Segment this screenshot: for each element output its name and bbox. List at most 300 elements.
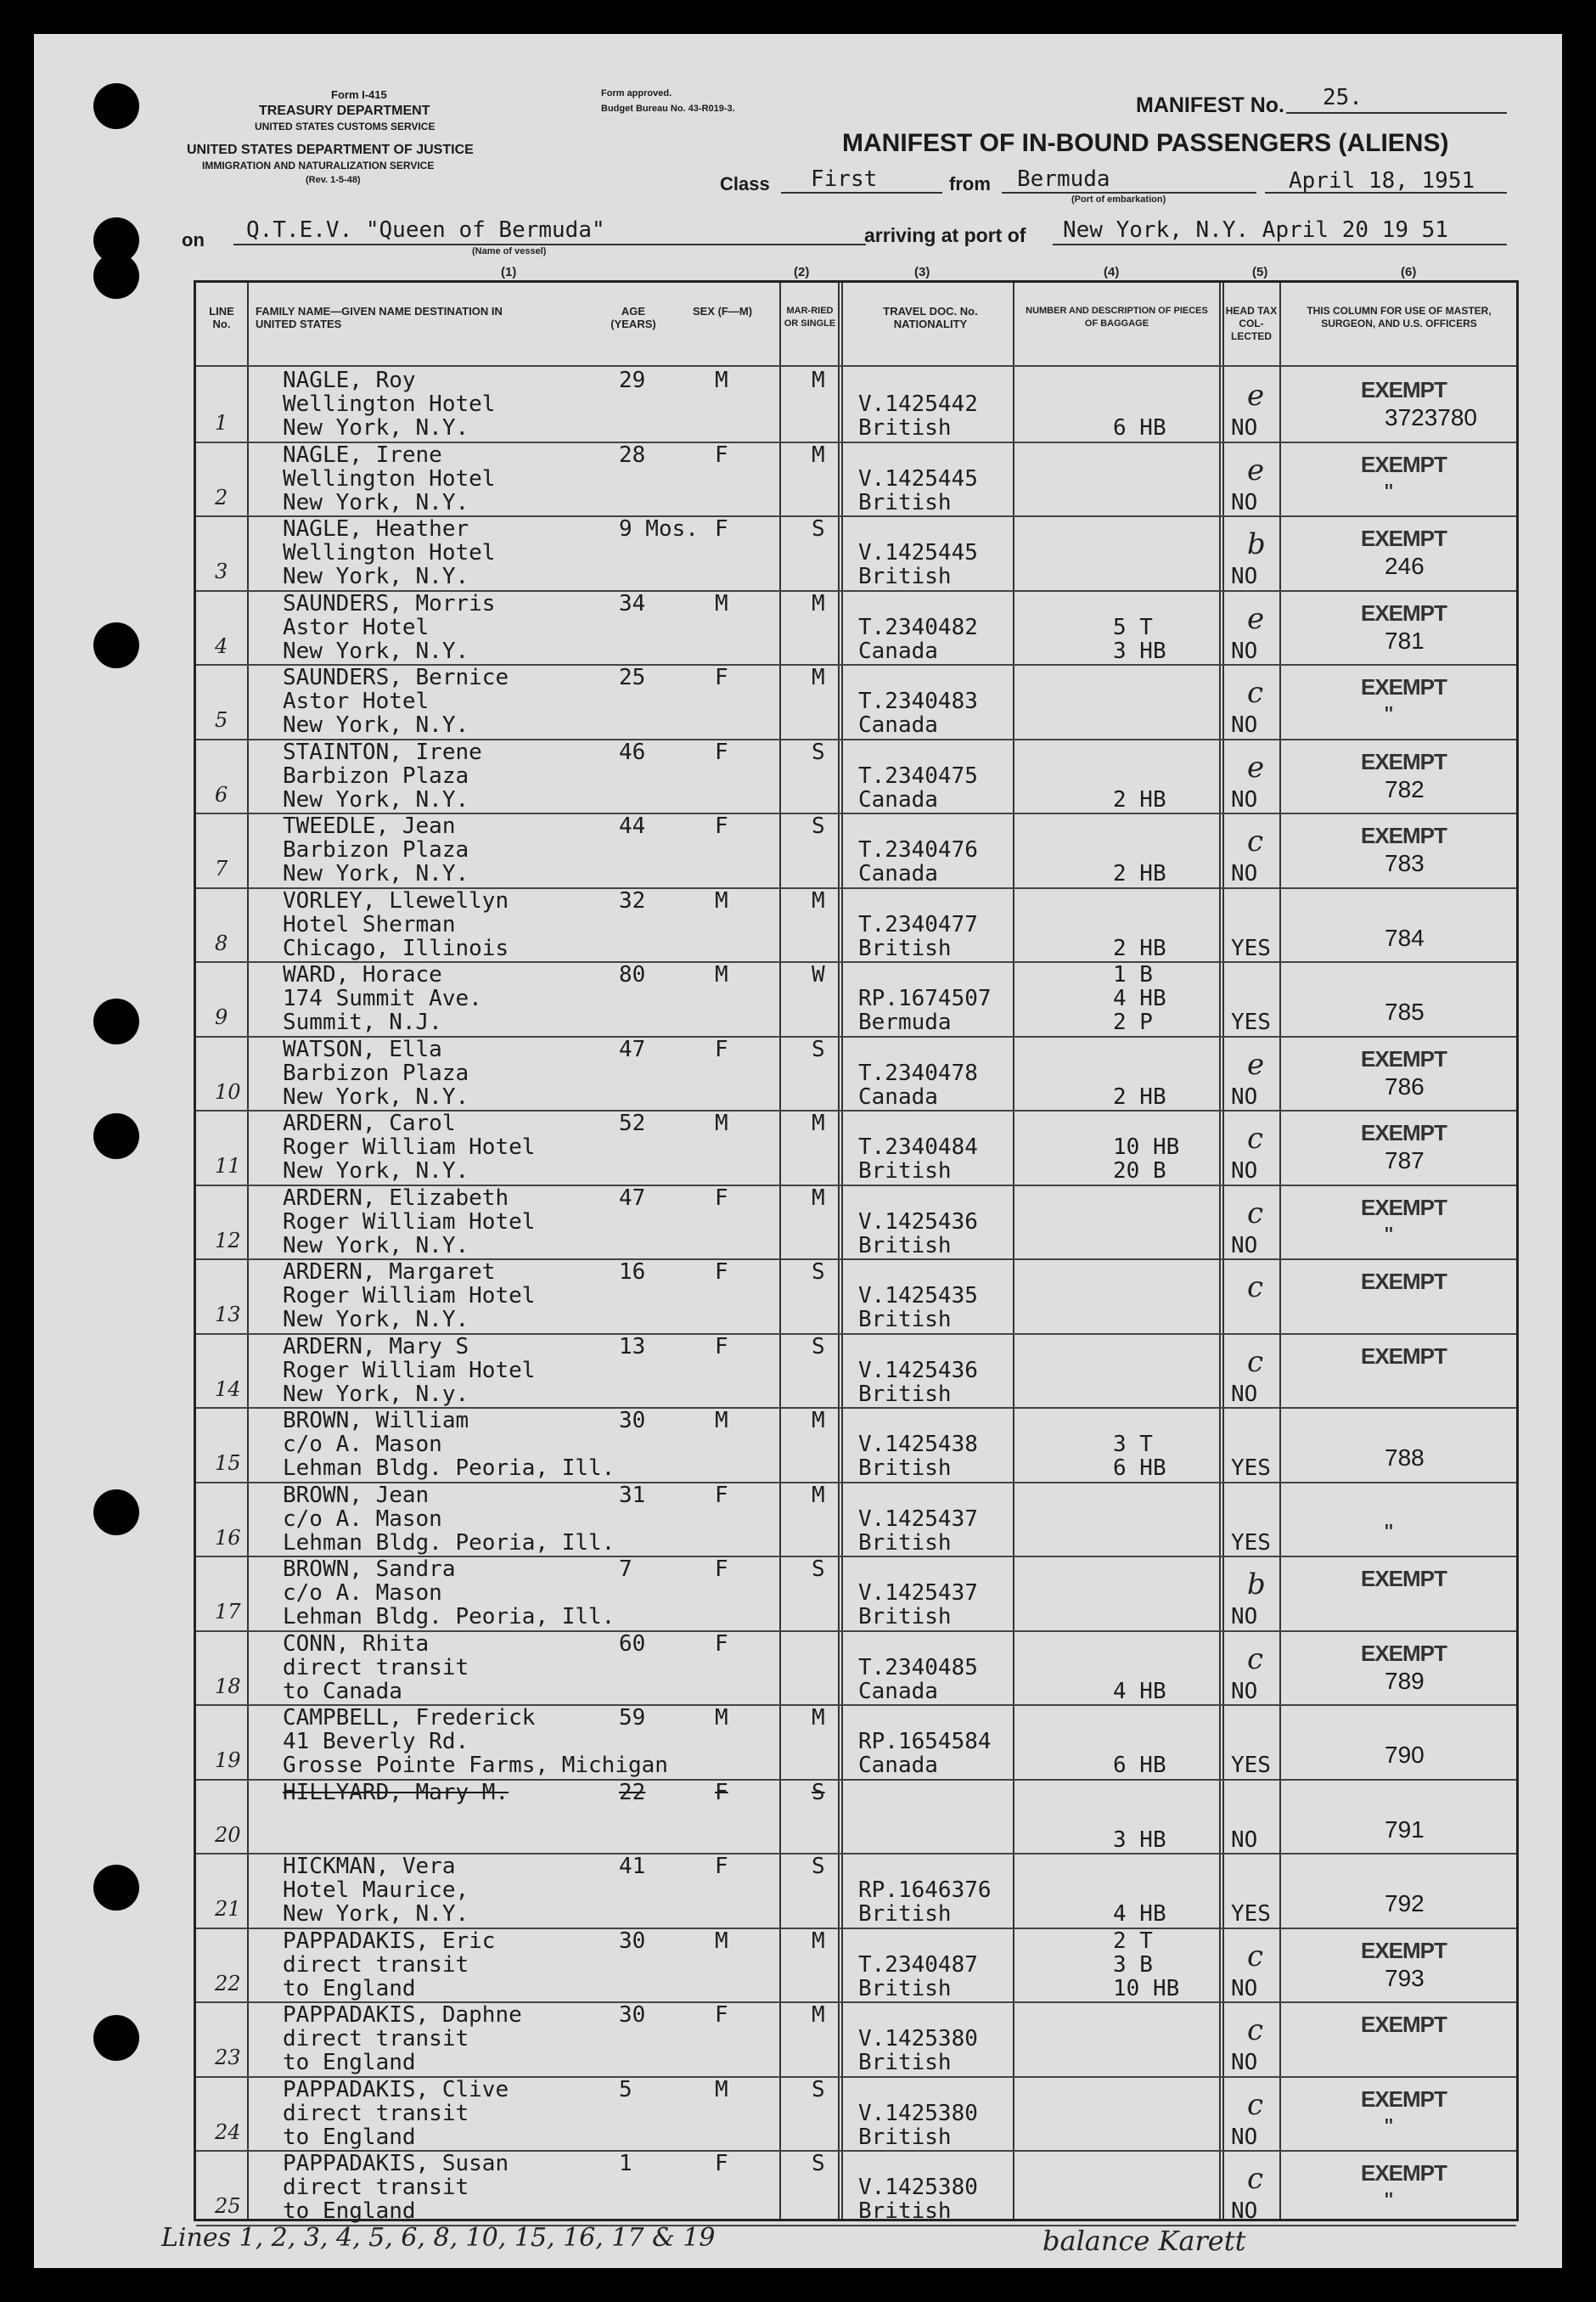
baggage-line-2: 5 T bbox=[1113, 614, 1153, 640]
line-number: 21 bbox=[215, 1897, 241, 1921]
age-value: 52 bbox=[619, 1111, 646, 1136]
nationality: British bbox=[858, 1158, 952, 1184]
head-tax-collected: NO bbox=[1231, 638, 1258, 664]
footer-handwritten-balance: balance Karett bbox=[1042, 2225, 1246, 2257]
baggage-line-3: 2 HB bbox=[1113, 1083, 1166, 1110]
table-row bbox=[196, 961, 1516, 1035]
table-row bbox=[196, 1407, 1516, 1481]
head-tax-mark: e bbox=[1247, 750, 1265, 785]
passenger-name: PAPPADAKIS, Daphne bbox=[283, 2002, 522, 2028]
on-label: on bbox=[182, 229, 205, 250]
nationality: British bbox=[858, 2050, 952, 2075]
passenger-name: NAGLE, Heather bbox=[283, 516, 469, 542]
age-value: 28 bbox=[619, 442, 646, 468]
destination-line-2: Summit, N.J. bbox=[283, 1010, 442, 1035]
travel-doc-number: V.1425435 bbox=[858, 1283, 978, 1309]
nationality: Canada bbox=[858, 712, 938, 738]
nationality: British bbox=[858, 1455, 952, 1481]
binder-hole bbox=[93, 1489, 139, 1535]
exempt-stamp: EXEMPT bbox=[1361, 1566, 1447, 1591]
age-value: 44 bbox=[619, 813, 646, 839]
head-tax-collected: YES bbox=[1231, 1529, 1271, 1556]
nationality: British bbox=[858, 1901, 952, 1927]
line-number: 11 bbox=[215, 1154, 241, 1178]
destination-line-1: Barbizon Plaza bbox=[283, 763, 469, 789]
exempt-stamp: EXEMPT bbox=[1361, 2012, 1447, 2037]
table-row bbox=[196, 1185, 1516, 1258]
officer-number: 783 bbox=[1385, 850, 1425, 876]
nationality: Canada bbox=[858, 786, 938, 813]
head-tax-collected: NO bbox=[1231, 1826, 1258, 1853]
passenger-name: BROWN, William bbox=[283, 1408, 469, 1433]
travel-doc-number: T.2340485 bbox=[858, 1654, 978, 1680]
exempt-stamp: EXEMPT bbox=[1361, 1194, 1447, 1220]
destination-line-2: Lehman Bldg. Peoria, Ill. bbox=[283, 1529, 615, 1556]
age-value: 29 bbox=[619, 368, 646, 393]
line-number: 20 bbox=[215, 1822, 241, 1847]
head-tax-collected: NO bbox=[1231, 1975, 1258, 2001]
marital-status: M bbox=[812, 1185, 825, 1211]
nationality: British bbox=[858, 415, 952, 441]
table-row bbox=[196, 887, 1516, 961]
col-officers: THIS COLUMN FOR USE OF MASTER, SURGEON, AND U.S. OFFICERS bbox=[1307, 305, 1492, 329]
marital-status: S bbox=[812, 1779, 825, 1805]
head-tax-mark: b bbox=[1247, 1567, 1266, 1601]
destination-line-2: New York, N.Y. bbox=[283, 861, 469, 886]
officer-number: 788 bbox=[1385, 1444, 1425, 1471]
destination-line-2: New York, N.Y. bbox=[283, 1083, 469, 1110]
head-tax-collected: YES bbox=[1231, 935, 1271, 961]
officer-number: " bbox=[1385, 1518, 1393, 1545]
customs-name: UNITED STATES CUSTOMS SERVICE bbox=[255, 121, 436, 132]
sex-value: M bbox=[715, 2076, 728, 2102]
embark-caption: (Port of embarkation) bbox=[1071, 194, 1166, 205]
sex-value: F bbox=[715, 442, 728, 468]
destination-line-2: Lehman Bldg. Peoria, Ill. bbox=[283, 1604, 615, 1629]
line-number: 24 bbox=[215, 2119, 241, 2144]
table-row bbox=[196, 664, 1516, 738]
exempt-stamp: EXEMPT bbox=[1361, 674, 1447, 700]
colnum-3: (3) bbox=[914, 265, 930, 279]
travel-doc-number: T.2340478 bbox=[858, 1060, 978, 1086]
head-tax-mark: c bbox=[1247, 676, 1264, 710]
officer-number: 786 bbox=[1385, 1072, 1425, 1100]
passenger-name: PAPPADAKIS, Clive bbox=[283, 2076, 509, 2102]
col-baggage: NUMBER AND DESCRIPTION OF PIECES OF BAGGAGE bbox=[1026, 306, 1208, 329]
travel-doc-number: V.1425437 bbox=[858, 1506, 978, 1532]
head-tax-mark: e bbox=[1247, 601, 1265, 636]
arriving-label: arriving at port of bbox=[864, 224, 1026, 246]
nationality: British bbox=[858, 564, 952, 589]
manifest-label: MANIFEST No. bbox=[1136, 93, 1284, 117]
sex-value: F bbox=[715, 2151, 728, 2176]
marital-status: M bbox=[812, 2002, 825, 2028]
table-row bbox=[196, 1853, 1516, 1927]
head-tax-mark: c bbox=[1247, 1196, 1264, 1230]
line-number: 5 bbox=[215, 708, 228, 732]
age-value: 80 bbox=[619, 962, 646, 988]
sex-value: M bbox=[715, 1928, 728, 1954]
destination-line-2: New York, N.Y. bbox=[283, 638, 469, 664]
marital-status: M bbox=[812, 1408, 825, 1433]
marital-status: W bbox=[812, 962, 825, 988]
marital-status: M bbox=[812, 590, 825, 616]
officer-number: 246 bbox=[1385, 553, 1425, 579]
destination-line-2: to Canada bbox=[283, 1678, 402, 1704]
sex-value: F bbox=[715, 2002, 728, 2028]
line-number: 8 bbox=[215, 931, 228, 955]
line-number: 6 bbox=[215, 782, 228, 807]
vessel-caption: (Name of vessel) bbox=[472, 246, 547, 256]
nationality: Bermuda bbox=[858, 1010, 952, 1035]
travel-doc-number: V.1425442 bbox=[858, 391, 978, 417]
passenger-name: ARDERN, Mary S bbox=[283, 1333, 469, 1359]
passenger-name: BROWN, Jean bbox=[283, 1482, 430, 1508]
sex-value: M bbox=[715, 1705, 728, 1731]
travel-doc-number: T.2340477 bbox=[858, 911, 978, 937]
line-number: 19 bbox=[215, 1748, 241, 1772]
marital-status: S bbox=[812, 516, 825, 542]
destination-line-1: c/o A. Mason bbox=[283, 1432, 442, 1457]
exempt-stamp: EXEMPT bbox=[1361, 748, 1447, 774]
marital-status: M bbox=[812, 887, 825, 914]
exempt-stamp: EXEMPT bbox=[1361, 1269, 1447, 1294]
colnum-5: (5) bbox=[1252, 265, 1268, 279]
passenger-name: NAGLE, Irene bbox=[283, 442, 442, 468]
nationality: British bbox=[858, 1604, 952, 1629]
destination-line-2: Lehman Bldg. Peoria, Ill. bbox=[283, 1455, 615, 1481]
officer-number: 791 bbox=[1385, 1815, 1425, 1843]
binder-hole bbox=[93, 622, 139, 668]
baggage-line-3: 6 HB bbox=[1113, 1753, 1166, 1778]
binder-hole bbox=[93, 83, 139, 129]
exempt-stamp: EXEMPT bbox=[1361, 451, 1447, 477]
manifest-number: 25. bbox=[1323, 85, 1363, 110]
sex-value: F bbox=[715, 739, 728, 765]
nationality: British bbox=[858, 1307, 952, 1332]
age-value: 1 bbox=[619, 2151, 632, 2176]
baggage-line-3: 4 HB bbox=[1113, 1678, 1166, 1704]
form-approved: Form approved. bbox=[601, 88, 672, 98]
sex-value: F bbox=[715, 1185, 728, 1211]
destination-line-1: direct transit bbox=[283, 1951, 469, 1978]
line-number: 13 bbox=[215, 1303, 241, 1326]
marital-status: M bbox=[812, 1705, 825, 1731]
arrival-value: New York, N.Y. April 20 19 51 bbox=[1063, 217, 1448, 243]
sex-value: M bbox=[715, 368, 728, 393]
table-row bbox=[196, 442, 1516, 515]
binder-hole bbox=[93, 2015, 139, 2061]
sex-value: F bbox=[715, 1259, 728, 1285]
destination-line-2: to England bbox=[283, 2124, 416, 2150]
table-row bbox=[196, 1556, 1516, 1629]
vessel-value: Q.T.E.V. "Queen of Bermuda" bbox=[246, 217, 605, 243]
exempt-stamp: EXEMPT bbox=[1361, 377, 1447, 402]
line-number: 10 bbox=[215, 1079, 241, 1104]
age-value: 9 Mos. bbox=[619, 516, 699, 542]
baggage-line-3: 10 HB bbox=[1113, 1975, 1180, 2001]
sex-value: F bbox=[715, 1036, 728, 1062]
table-row bbox=[196, 739, 1516, 813]
nationality: Canada bbox=[858, 861, 938, 886]
destination-line-1: Barbizon Plaza bbox=[283, 1060, 469, 1086]
head-tax-collected: YES bbox=[1231, 1010, 1271, 1035]
travel-doc-number: RP.1674507 bbox=[858, 986, 992, 1011]
officer-number: 792 bbox=[1385, 1890, 1425, 1916]
age-value: 46 bbox=[619, 739, 646, 765]
line-number: 15 bbox=[215, 1451, 241, 1475]
destination-line-2: New York, N.Y. bbox=[283, 489, 469, 515]
passenger-name: HICKMAN, Vera bbox=[283, 1854, 456, 1879]
age-value: 22 bbox=[619, 1779, 646, 1805]
exempt-stamp: EXEMPT bbox=[1361, 1342, 1447, 1369]
head-tax-collected: NO bbox=[1231, 712, 1258, 738]
binder-hole bbox=[93, 999, 139, 1044]
marital-status: M bbox=[812, 1928, 825, 1954]
destination-line-2: to England bbox=[283, 1975, 416, 2001]
head-tax-collected: NO bbox=[1231, 2050, 1258, 2075]
head-tax-mark: e bbox=[1247, 379, 1265, 413]
baggage-line-3: 2 HB bbox=[1113, 786, 1166, 813]
head-tax-mark: c bbox=[1247, 2087, 1264, 2122]
from-label: from bbox=[949, 173, 991, 194]
baggage-line-3: 6 HB bbox=[1113, 1455, 1166, 1481]
sex-value: F bbox=[715, 1630, 728, 1657]
travel-doc-number: V.1425437 bbox=[858, 1580, 978, 1606]
marital-status: S bbox=[812, 1259, 825, 1285]
marital-status: M bbox=[812, 442, 825, 468]
baggage-line-3: 6 HB bbox=[1113, 415, 1166, 441]
marital-status: M bbox=[812, 1111, 825, 1136]
exempt-stamp: EXEMPT bbox=[1361, 2160, 1447, 2186]
sex-value: F bbox=[715, 1333, 728, 1359]
head-tax-collected: NO bbox=[1231, 1083, 1258, 1110]
officer-number: " bbox=[1385, 701, 1393, 728]
date-value: April 18, 1951 bbox=[1289, 168, 1475, 194]
destination-line-2: New York, N.Y. bbox=[283, 564, 469, 589]
baggage-line-1: 2 T bbox=[1113, 1928, 1153, 1954]
exempt-stamp: EXEMPT bbox=[1361, 1640, 1447, 1666]
officer-number: 789 bbox=[1385, 1667, 1425, 1694]
table-row bbox=[196, 1704, 1516, 1778]
head-tax-collected: NO bbox=[1231, 1678, 1258, 1704]
table-row bbox=[196, 2076, 1516, 2150]
baggage-line-2: 4 HB bbox=[1113, 986, 1166, 1011]
destination-line-1: Wellington Hotel bbox=[283, 540, 496, 566]
nationality: British bbox=[858, 2124, 952, 2150]
sex-value: M bbox=[715, 1408, 728, 1433]
from-value: Bermuda bbox=[1017, 166, 1110, 192]
passenger-name: CONN, Rhita bbox=[283, 1630, 430, 1657]
line-number: 7 bbox=[215, 857, 228, 881]
officer-number: " bbox=[1385, 2113, 1393, 2140]
officer-number: 785 bbox=[1385, 999, 1425, 1025]
destination-line-1: Hotel Sherman bbox=[283, 911, 456, 937]
passenger-name: WATSON, Ella bbox=[283, 1036, 442, 1062]
destination-line-1: direct transit bbox=[283, 1654, 469, 1680]
vessel-underline bbox=[233, 244, 866, 245]
marital-status: S bbox=[812, 2151, 825, 2176]
line-number: 1 bbox=[215, 411, 228, 435]
line-number: 9 bbox=[215, 1005, 228, 1029]
col-name: FAMILY NAME—GIVEN NAME DESTINATION IN UNITED STATES bbox=[256, 305, 503, 330]
line-number: 16 bbox=[215, 1525, 241, 1550]
destination-line-2: to England bbox=[283, 2198, 416, 2224]
passenger-name: ARDERN, Margaret bbox=[283, 1259, 496, 1285]
head-tax-mark: c bbox=[1247, 1344, 1264, 1379]
nationality: Canada bbox=[858, 1678, 938, 1704]
officer-number: 784 bbox=[1385, 924, 1425, 951]
officer-number: " bbox=[1385, 2187, 1393, 2214]
officer-number: 3723780 bbox=[1385, 404, 1478, 431]
destination-line-1: Roger William Hotel bbox=[283, 1208, 536, 1235]
marital-status: S bbox=[812, 1854, 825, 1879]
head-tax-collected: YES bbox=[1231, 1455, 1271, 1481]
head-tax-collected: NO bbox=[1231, 1232, 1258, 1258]
sex-value: M bbox=[715, 590, 728, 616]
col-sex: SEX (F—M) bbox=[692, 305, 753, 318]
passenger-name: STAINTON, Irene bbox=[283, 739, 482, 765]
line-number: 4 bbox=[215, 633, 228, 658]
manifest-underline bbox=[1286, 112, 1507, 114]
table-row bbox=[196, 1779, 1516, 1853]
destination-line-1: direct transit bbox=[283, 2100, 469, 2126]
exempt-stamp: EXEMPT bbox=[1361, 599, 1447, 626]
exempt-stamp: EXEMPT bbox=[1361, 1045, 1447, 1072]
col-head-tax: HEAD TAX COL-LECTED bbox=[1225, 305, 1278, 342]
baggage-line-2: 3 B bbox=[1113, 1951, 1153, 1978]
destination-line-1: Roger William Hotel bbox=[283, 1134, 536, 1160]
exempt-stamp: EXEMPT bbox=[1361, 823, 1447, 848]
head-tax-mark: c bbox=[1247, 825, 1264, 858]
head-tax-collected: YES bbox=[1231, 1901, 1271, 1927]
sex-value: F bbox=[715, 1854, 728, 1879]
nationality: British bbox=[858, 1381, 952, 1407]
sex-value: M bbox=[715, 887, 728, 914]
travel-doc-number: RP.1654584 bbox=[858, 1729, 992, 1754]
destination-line-2: New York, N.Y. bbox=[283, 1307, 469, 1332]
age-value: 30 bbox=[619, 1408, 646, 1433]
age-value: 41 bbox=[619, 1854, 646, 1879]
line-number: 2 bbox=[215, 485, 228, 509]
age-value: 32 bbox=[619, 887, 646, 914]
passenger-name: HILLYARD, Mary M. bbox=[283, 1779, 509, 1805]
destination-line-1: c/o A. Mason bbox=[283, 1580, 442, 1606]
nationality: British bbox=[858, 935, 952, 961]
col-travel-doc: TRAVEL DOC. No. NATIONALITY bbox=[883, 305, 978, 330]
age-value: 47 bbox=[619, 1185, 646, 1211]
passenger-name: SAUNDERS, Bernice bbox=[283, 665, 509, 690]
line-number: 14 bbox=[215, 1376, 241, 1401]
table-row bbox=[196, 590, 1516, 664]
destination-line-1: Roger William Hotel bbox=[283, 1357, 536, 1383]
nationality: British bbox=[858, 2198, 952, 2224]
head-tax-collected: NO bbox=[1231, 2124, 1258, 2150]
baggage-line-2: 10 HB bbox=[1113, 1134, 1180, 1160]
table-row bbox=[196, 1482, 1516, 1556]
sex-value: F bbox=[715, 1556, 728, 1582]
manifest-title: MANIFEST OF IN-BOUND PASSENGERS (ALIENS) bbox=[842, 129, 1449, 157]
baggage-line-2: 3 T bbox=[1113, 1432, 1153, 1457]
destination-line-2: New York, N.Y. bbox=[283, 415, 469, 441]
binder-hole bbox=[93, 253, 139, 299]
marital-status: S bbox=[812, 739, 825, 765]
officer-number: 782 bbox=[1385, 775, 1425, 802]
date-underline bbox=[1265, 192, 1507, 194]
head-tax-collected: NO bbox=[1231, 1604, 1258, 1629]
nationality: British bbox=[858, 1529, 952, 1556]
nationality: British bbox=[858, 1232, 952, 1258]
sex-value: F bbox=[715, 1482, 728, 1508]
table-row bbox=[196, 2150, 1516, 2224]
age-value: 7 bbox=[619, 1556, 632, 1582]
head-tax-collected: NO bbox=[1231, 2198, 1258, 2224]
age-value: 30 bbox=[619, 1928, 646, 1954]
line-number: 22 bbox=[215, 1971, 241, 1995]
head-tax-mark: e bbox=[1247, 1047, 1265, 1082]
colnum-1: (1) bbox=[501, 265, 517, 279]
destination-line-2: Grosse Pointe Farms, Michigan bbox=[283, 1753, 668, 1778]
exempt-stamp: EXEMPT bbox=[1361, 526, 1447, 551]
travel-doc-number: V.1425380 bbox=[858, 2026, 978, 2052]
class-value: First bbox=[811, 166, 878, 192]
rev-date: (Rev. 1-5-48) bbox=[306, 175, 361, 185]
line-number: 18 bbox=[215, 1674, 241, 1698]
passenger-name: TWEEDLE, Jean bbox=[283, 813, 456, 839]
travel-doc-number: T.2340476 bbox=[858, 837, 978, 863]
destination-line-1: 174 Summit Ave. bbox=[283, 986, 482, 1011]
passenger-name: PAPPADAKIS, Susan bbox=[283, 2151, 509, 2176]
class-underline bbox=[781, 192, 942, 194]
destination-line-2: New York, N.Y. bbox=[283, 1901, 469, 1927]
table-row bbox=[196, 1110, 1516, 1184]
destination-line-1: direct transit bbox=[283, 2175, 469, 2200]
table-row bbox=[196, 515, 1516, 589]
passenger-name: NAGLE, Roy bbox=[283, 368, 416, 393]
head-tax-collected: NO bbox=[1231, 786, 1258, 813]
nationality: Canada bbox=[858, 1083, 938, 1110]
travel-doc-number: T.2340483 bbox=[858, 689, 978, 714]
officer-number: " bbox=[1385, 478, 1393, 505]
head-tax-collected: NO bbox=[1231, 415, 1258, 441]
baggage-line-3: 4 HB bbox=[1113, 1901, 1166, 1927]
destination-line-1: 41 Beverly Rd. bbox=[283, 1729, 469, 1754]
head-tax-collected: NO bbox=[1231, 1158, 1258, 1184]
nationality: British bbox=[858, 489, 952, 515]
marital-status: S bbox=[812, 1036, 825, 1062]
sex-value: M bbox=[715, 962, 728, 988]
destination-line-1: Wellington Hotel bbox=[283, 391, 496, 417]
from-underline bbox=[1002, 192, 1256, 194]
baggage-line-3: 2 HB bbox=[1113, 935, 1166, 961]
table-row bbox=[196, 1258, 1516, 1332]
table-row bbox=[196, 2001, 1516, 2075]
passenger-name: CAMPBELL, Frederick bbox=[283, 1705, 536, 1731]
line-number: 25 bbox=[215, 2194, 241, 2218]
ins-name: IMMIGRATION AND NATURALIZATION SERVICE bbox=[202, 160, 435, 172]
line-number: 23 bbox=[215, 2046, 241, 2069]
sex-value: M bbox=[715, 1111, 728, 1136]
marital-status: M bbox=[812, 368, 825, 393]
age-value: 30 bbox=[619, 2002, 646, 2028]
head-tax-mark: c bbox=[1247, 2013, 1264, 2047]
travel-doc-number: V.1425436 bbox=[858, 1208, 978, 1235]
officer-number: 790 bbox=[1385, 1742, 1425, 1768]
marital-status: S bbox=[812, 813, 825, 839]
class-label: Class bbox=[720, 173, 770, 194]
age-value: 13 bbox=[619, 1333, 646, 1359]
line-number: 12 bbox=[215, 1228, 241, 1252]
